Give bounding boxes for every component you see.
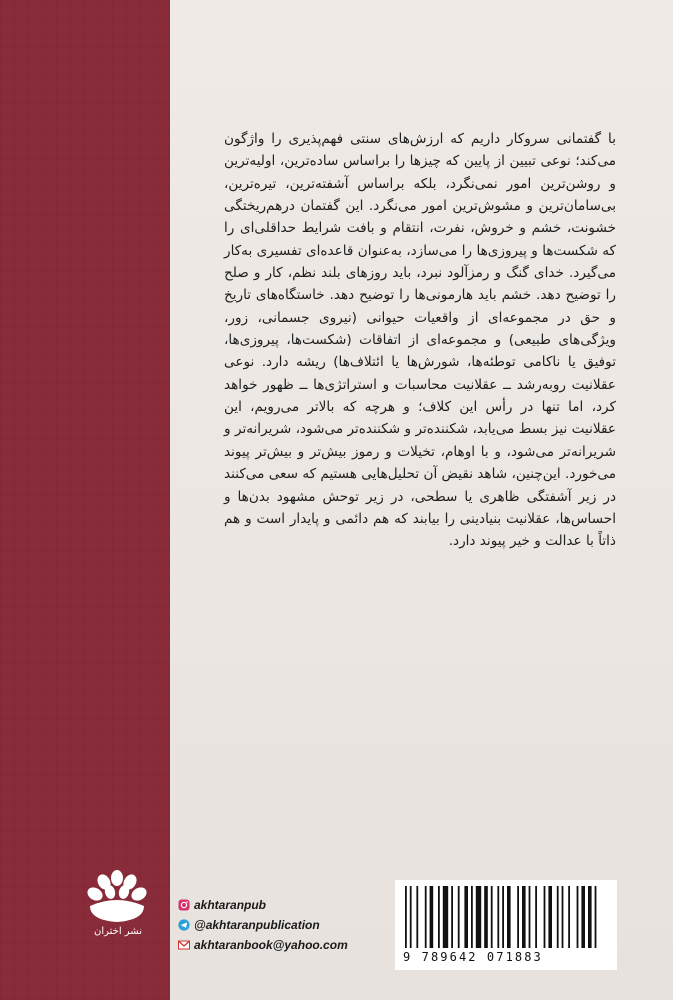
barcode-bar bbox=[497, 886, 499, 948]
barcode-bar bbox=[568, 886, 570, 948]
contact-instagram-text[interactable]: akhtaranpub bbox=[194, 898, 267, 912]
barcode-bar bbox=[562, 886, 564, 948]
barcode-bar bbox=[529, 886, 531, 948]
contact-email bbox=[178, 935, 398, 955]
isbn-barcode bbox=[395, 880, 617, 970]
barcode-bar bbox=[557, 886, 559, 948]
barcode-bar bbox=[438, 886, 440, 948]
barcode-bar bbox=[502, 886, 504, 948]
barcode-bar bbox=[517, 886, 519, 948]
barcode-bar bbox=[458, 886, 460, 948]
barcode-bar bbox=[577, 886, 579, 948]
barcode-bar bbox=[430, 886, 434, 948]
contact-instagram bbox=[178, 895, 398, 915]
barcode-bar bbox=[471, 886, 473, 948]
barcode-bar bbox=[581, 886, 585, 948]
barcode-bar bbox=[416, 886, 418, 948]
barcode-bar bbox=[595, 886, 597, 948]
email-icon bbox=[178, 939, 190, 951]
contact-email-text[interactable]: akhtaranbook@yahoo.com bbox=[194, 938, 348, 952]
barcode-bar bbox=[484, 886, 488, 948]
publisher-name: نشر اختران bbox=[93, 926, 143, 937]
barcode-bar bbox=[588, 886, 592, 948]
barcode-bars bbox=[405, 886, 607, 948]
barcode-digits: 9 789642 071883 bbox=[403, 950, 543, 964]
contact-telegram bbox=[178, 915, 398, 935]
barcode-bar bbox=[425, 886, 427, 948]
cover-spine-band bbox=[0, 0, 170, 1000]
contact-telegram-text[interactable]: @akhtaranpublication bbox=[194, 918, 320, 932]
barcode-bar bbox=[464, 886, 468, 948]
barcode-bar bbox=[451, 886, 453, 948]
barcode-bar bbox=[548, 886, 552, 948]
publisher-logo bbox=[84, 870, 150, 956]
barcode-bar bbox=[476, 886, 481, 948]
barcode-bar bbox=[507, 886, 511, 948]
barcode-bar bbox=[405, 886, 407, 948]
barcode-bar bbox=[443, 886, 448, 948]
blurb-paragraph: با گفتمانی سروکار داریم که ارزش‌های سنتی فهم‌پذیری را واژگون می‌کند؛ نوعی تبیین از پایین که چیزها را براساس ساده‌ترین، اولیه‌ترین و روشن‌ترین امور نمی‌نگرد، بلکه براساس آشفته‌ترین، تیره‌ترین، بی‌سامان‌ترین و مشوش‌ترین امور می‌نگرد. این گفتمان درهم‌ریختگی خشونت، خشم و خروش، نفرت، انتقام و بافت شرایط حداقلی‌ای را که شکست‌ها و پیروزی‌ها را می‌سازد، به‌عنوان قاعده‌ای تفسیری به‌کار می‌گیرد. خدای گنگ و رمزآلود نبرد، باید روزهای بلند نظم، کار و صلح را توضیح دهد. خشم باید هارمونی‌ها را توضیح دهد. خاستگاه‌های تاریخ و حق در مجموعه‌ای از واقعیات حیوانی (نیروی جسمانی، زور، ویژگی‌های طبیعی) و مجموعه‌ای از اتفاقات (شکست‌ها، پیروزی‌ها، توفیق یا ناکامی توطئه‌ها، شورش‌ها یا ائتلاف‌ها) ریشه دارد. نوعی عقلانیت روبه‌رشد ــ عقلانیت محاسبات و استراتژی‌ها ــ ظهور خواهد کرد، اما تنها در رأس این کلاف؛ و هرچه که بالاتر می‌رویم، این عقلانیت نیز بسط می‌یابد، شکننده‌تر و شکننده‌تر می‌شود، شریرانه‌تر و شریرانه‌تر می‌شود، و با اوهام، تخیلات و رموز بیش‌تر و بیش‌تر پیوند می‌خورد. این‌چنین، شاهد نقیض آن تحلیل‌هایی هستیم که سعی می‌کنند در زیر آشفتگی ظاهری یا سطحی، در زیر توحش مشهود بدن‌ها و احساس‌ها، عقلانیت بنیادینی را بیابند که هم دائمی و پایدار است و هم ذاتاً با عدالت و خیر پیوند دارد. bbox=[223, 131, 616, 550]
back-cover-blurb bbox=[224, 128, 616, 553]
telegram-icon bbox=[178, 919, 190, 931]
barcode-bar bbox=[491, 886, 493, 948]
flower-logo-icon bbox=[84, 870, 150, 926]
barcode-bar bbox=[522, 886, 526, 948]
barcode-bar bbox=[410, 886, 412, 948]
contact-list bbox=[178, 895, 398, 955]
instagram-icon bbox=[178, 899, 190, 911]
barcode-bar bbox=[544, 886, 546, 948]
barcode-bar bbox=[535, 886, 537, 948]
